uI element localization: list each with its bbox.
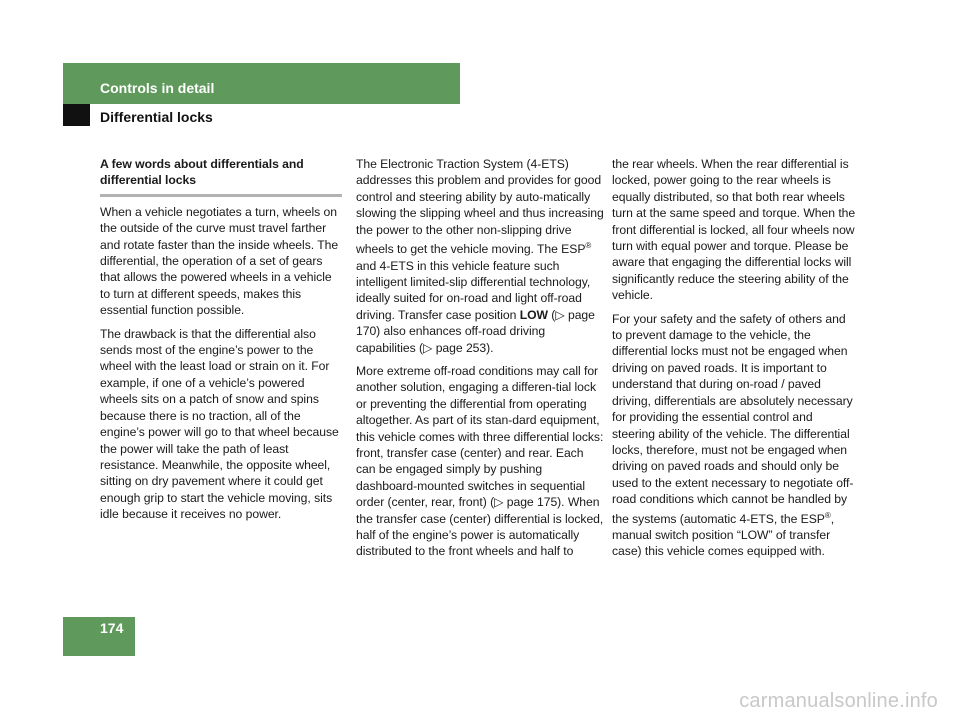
paragraph: [612, 311, 856, 560]
registered-mark: ®: [824, 510, 831, 520]
paragraph: More extreme off-road conditions may call for another solution, engaging a differen-tial lock or preventing the differential from operating altogether. As part of its stan-dard equipment, this vehicle comes with three differential locks: front, transfer case (center) and rear. Each can be engaged simply by pushing dashboard-mounted switches in sequential order (center, rear, front) (▷ page 175). When the transfer case (center) differential is locked, half of the engine’s power is automatically distributed to the front wheels and half to: [356, 363, 604, 559]
page-number-band: [63, 617, 135, 656]
paragraph: The drawback is that the differential also sends most of the engine’s power to the wheel with the least load or strain on it. For example, if one of a vehicle’s powered wheels sits on a patch of snow and spins because there is no traction, all of the engine’s power will go to that wheel because the power will take the path of least resistance. Meanwhile, the opposite wheel, sitting on dry pavement where it could get enough grip to start the vehicle moving, sits idle because it receives no power.: [100, 326, 339, 522]
text-run: (▷ page 170) also enhances off-road driving capabilities (▷ page 253).: [356, 307, 595, 355]
text-run: and 4-ETS in this vehicle feature such intelligent limited-slip differential technology, ideally suited for on-road and light off-road driving. Transfer case position: [356, 258, 591, 322]
section-heading: A few words about differentials and differential locks: [100, 156, 342, 197]
watermark: carmanualsonline.info: [739, 690, 938, 712]
text-run: , manual switch position “LOW” of transfer case) this vehicle comes equipped with.: [612, 511, 835, 559]
section-marker: [63, 104, 90, 126]
registered-mark: ®: [585, 241, 592, 251]
paragraph: When a vehicle negotiates a turn, wheels on the outside of the curve must travel farther and rotate faster than the inside wheels. The differential, the operation of a set of gears that allows the powered wheels in a vehicle to turn at different speeds, makes this essential function possible.: [100, 204, 339, 318]
text-run: For your safety and the safety of others and to prevent damage to the vehicle, the differential locks must not be engaged when driving on paved roads. It is important to understand that during on-road / paved driving, differentials are absolutely necessary for providing the essential control and steering ability of the vehicle. The differential locks, therefore, must not be engaged when driving on paved roads and should only be used to the extent necessary to negotiate off-road conditions which cannot be handled by the systems (automatic 4-ETS, the ESP: [612, 311, 854, 526]
column-3: [612, 156, 856, 567]
text-run: The Electronic Traction System (4-ETS) addresses this problem and provides for good control and steering ability by auto-matically slowing the slipping wheel and thus increasing the power to the other non-slipping drive wheels to get the vehicle moving. The ESP: [356, 157, 604, 257]
paragraph: the rear wheels. When the rear differential is locked, power going to the rear wheels is equally distributed, so that both rear wheels turn at the same speed and torque. When the front differential is locked, all four wheels now turn with equal power and torque. Please be aware that engaging the differential locks will significantly reduce the steering ability of the vehicle.: [612, 157, 856, 303]
transfer-case-low-label: LOW: [519, 307, 548, 322]
column-2: [356, 156, 606, 567]
subsection-title: Differential locks: [100, 109, 213, 125]
paragraph: [356, 156, 606, 356]
section-title: Controls in detail: [100, 80, 215, 96]
page-number: 174: [100, 620, 124, 636]
column-1: [100, 156, 342, 530]
